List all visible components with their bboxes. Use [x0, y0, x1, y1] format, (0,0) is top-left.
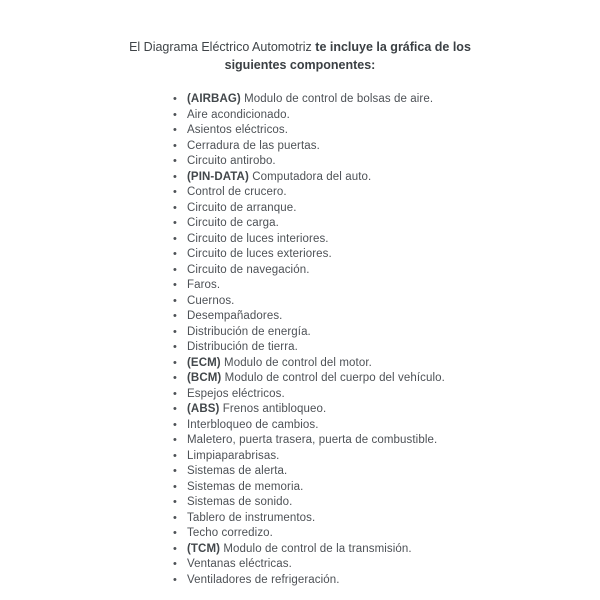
list-item	[172, 340, 600, 356]
item-text: Modulo de control de la transmisión.	[223, 542, 412, 555]
item-text: Computadora del auto.	[252, 170, 372, 183]
list-item	[172, 278, 600, 294]
item-text: Techo corredizo.	[187, 527, 273, 539]
item-abbreviation: (PIN-DATA)	[187, 170, 249, 183]
item-abbreviation: (ABS)	[187, 403, 220, 415]
list-item	[172, 511, 600, 527]
item-text: Circuito de arranque.	[187, 201, 297, 214]
item-text: Maletero, puerta trasera, puerta de combustible.	[187, 434, 438, 446]
list-item	[172, 495, 600, 511]
list-item	[172, 526, 600, 542]
list-item	[172, 185, 600, 201]
page-title-regular: El Diagrama Eléctrico Automotriz	[129, 40, 316, 54]
item-text: Ventanas eléctricas.	[187, 558, 292, 570]
list-item	[172, 480, 600, 496]
components-list	[172, 92, 600, 588]
item-text: Ventiladores de refrigeración.	[187, 573, 340, 586]
list-item	[172, 216, 600, 232]
item-text: Modulo de control del cuerpo del vehículo.	[224, 372, 445, 384]
list-item	[172, 542, 600, 558]
item-text: Cerradura de las puertas.	[187, 139, 320, 152]
item-text: Limpiaparabrisas.	[187, 449, 280, 462]
item-text: Circuito de carga.	[187, 217, 279, 229]
list-item	[172, 92, 600, 108]
list-item	[172, 325, 600, 341]
item-abbreviation: (TCM)	[187, 542, 221, 555]
item-abbreviation: (AIRBAG)	[187, 93, 241, 105]
list-item	[172, 247, 600, 263]
list-item	[172, 232, 600, 248]
list-item	[172, 371, 600, 387]
list-item	[172, 108, 600, 124]
item-text: Asientos eléctricos.	[187, 124, 289, 136]
item-text: Aire acondicionado.	[187, 108, 290, 121]
item-text: Sistemas de alerta.	[187, 465, 288, 477]
item-text: Modulo de control del motor.	[224, 356, 372, 369]
item-text: Faros.	[187, 279, 221, 291]
item-text: Sistemas de memoria.	[187, 480, 304, 493]
list-item	[172, 123, 600, 139]
list-item	[172, 387, 600, 403]
item-text: Distribución de energía.	[187, 325, 311, 338]
item-text: Distribución de tierra.	[187, 341, 298, 353]
list-item	[172, 402, 600, 418]
list-item	[172, 433, 600, 449]
item-text: Frenos antibloqueo.	[222, 403, 327, 415]
list-item	[172, 294, 600, 310]
item-text: Circuito de navegación.	[187, 263, 310, 276]
list-item	[172, 201, 600, 217]
item-text: Sistemas de sonido.	[187, 496, 293, 508]
list-item	[172, 557, 600, 573]
item-text: Control de crucero.	[187, 186, 287, 198]
item-text: Circuito antirobo.	[187, 155, 276, 167]
list-item	[172, 573, 600, 589]
list-item	[172, 309, 600, 325]
list-item	[172, 154, 600, 170]
list-item	[172, 139, 600, 155]
item-text: Interbloqueo de cambios.	[187, 418, 319, 431]
page-title-bold: te incluye la gráfica de los siguientes componentes:	[224, 40, 471, 72]
item-text: Cuernos.	[187, 294, 235, 307]
item-text: Espejos eléctricos.	[187, 387, 285, 400]
list-item	[172, 170, 600, 186]
item-text: Tablero de instrumentos.	[187, 511, 316, 524]
list-item	[172, 449, 600, 465]
item-text: Circuito de luces exteriores.	[187, 248, 332, 260]
list-item	[172, 263, 600, 279]
item-text: Modulo de control de bolsas de aire.	[244, 93, 434, 105]
item-abbreviation: (ECM)	[187, 356, 221, 369]
list-item	[172, 418, 600, 434]
list-item	[172, 464, 600, 480]
item-abbreviation: (BCM)	[187, 372, 222, 384]
page-title	[124, 38, 476, 74]
item-text: Desempañadores.	[187, 310, 283, 322]
list-item	[172, 356, 600, 372]
item-text: Circuito de luces interiores.	[187, 232, 329, 245]
